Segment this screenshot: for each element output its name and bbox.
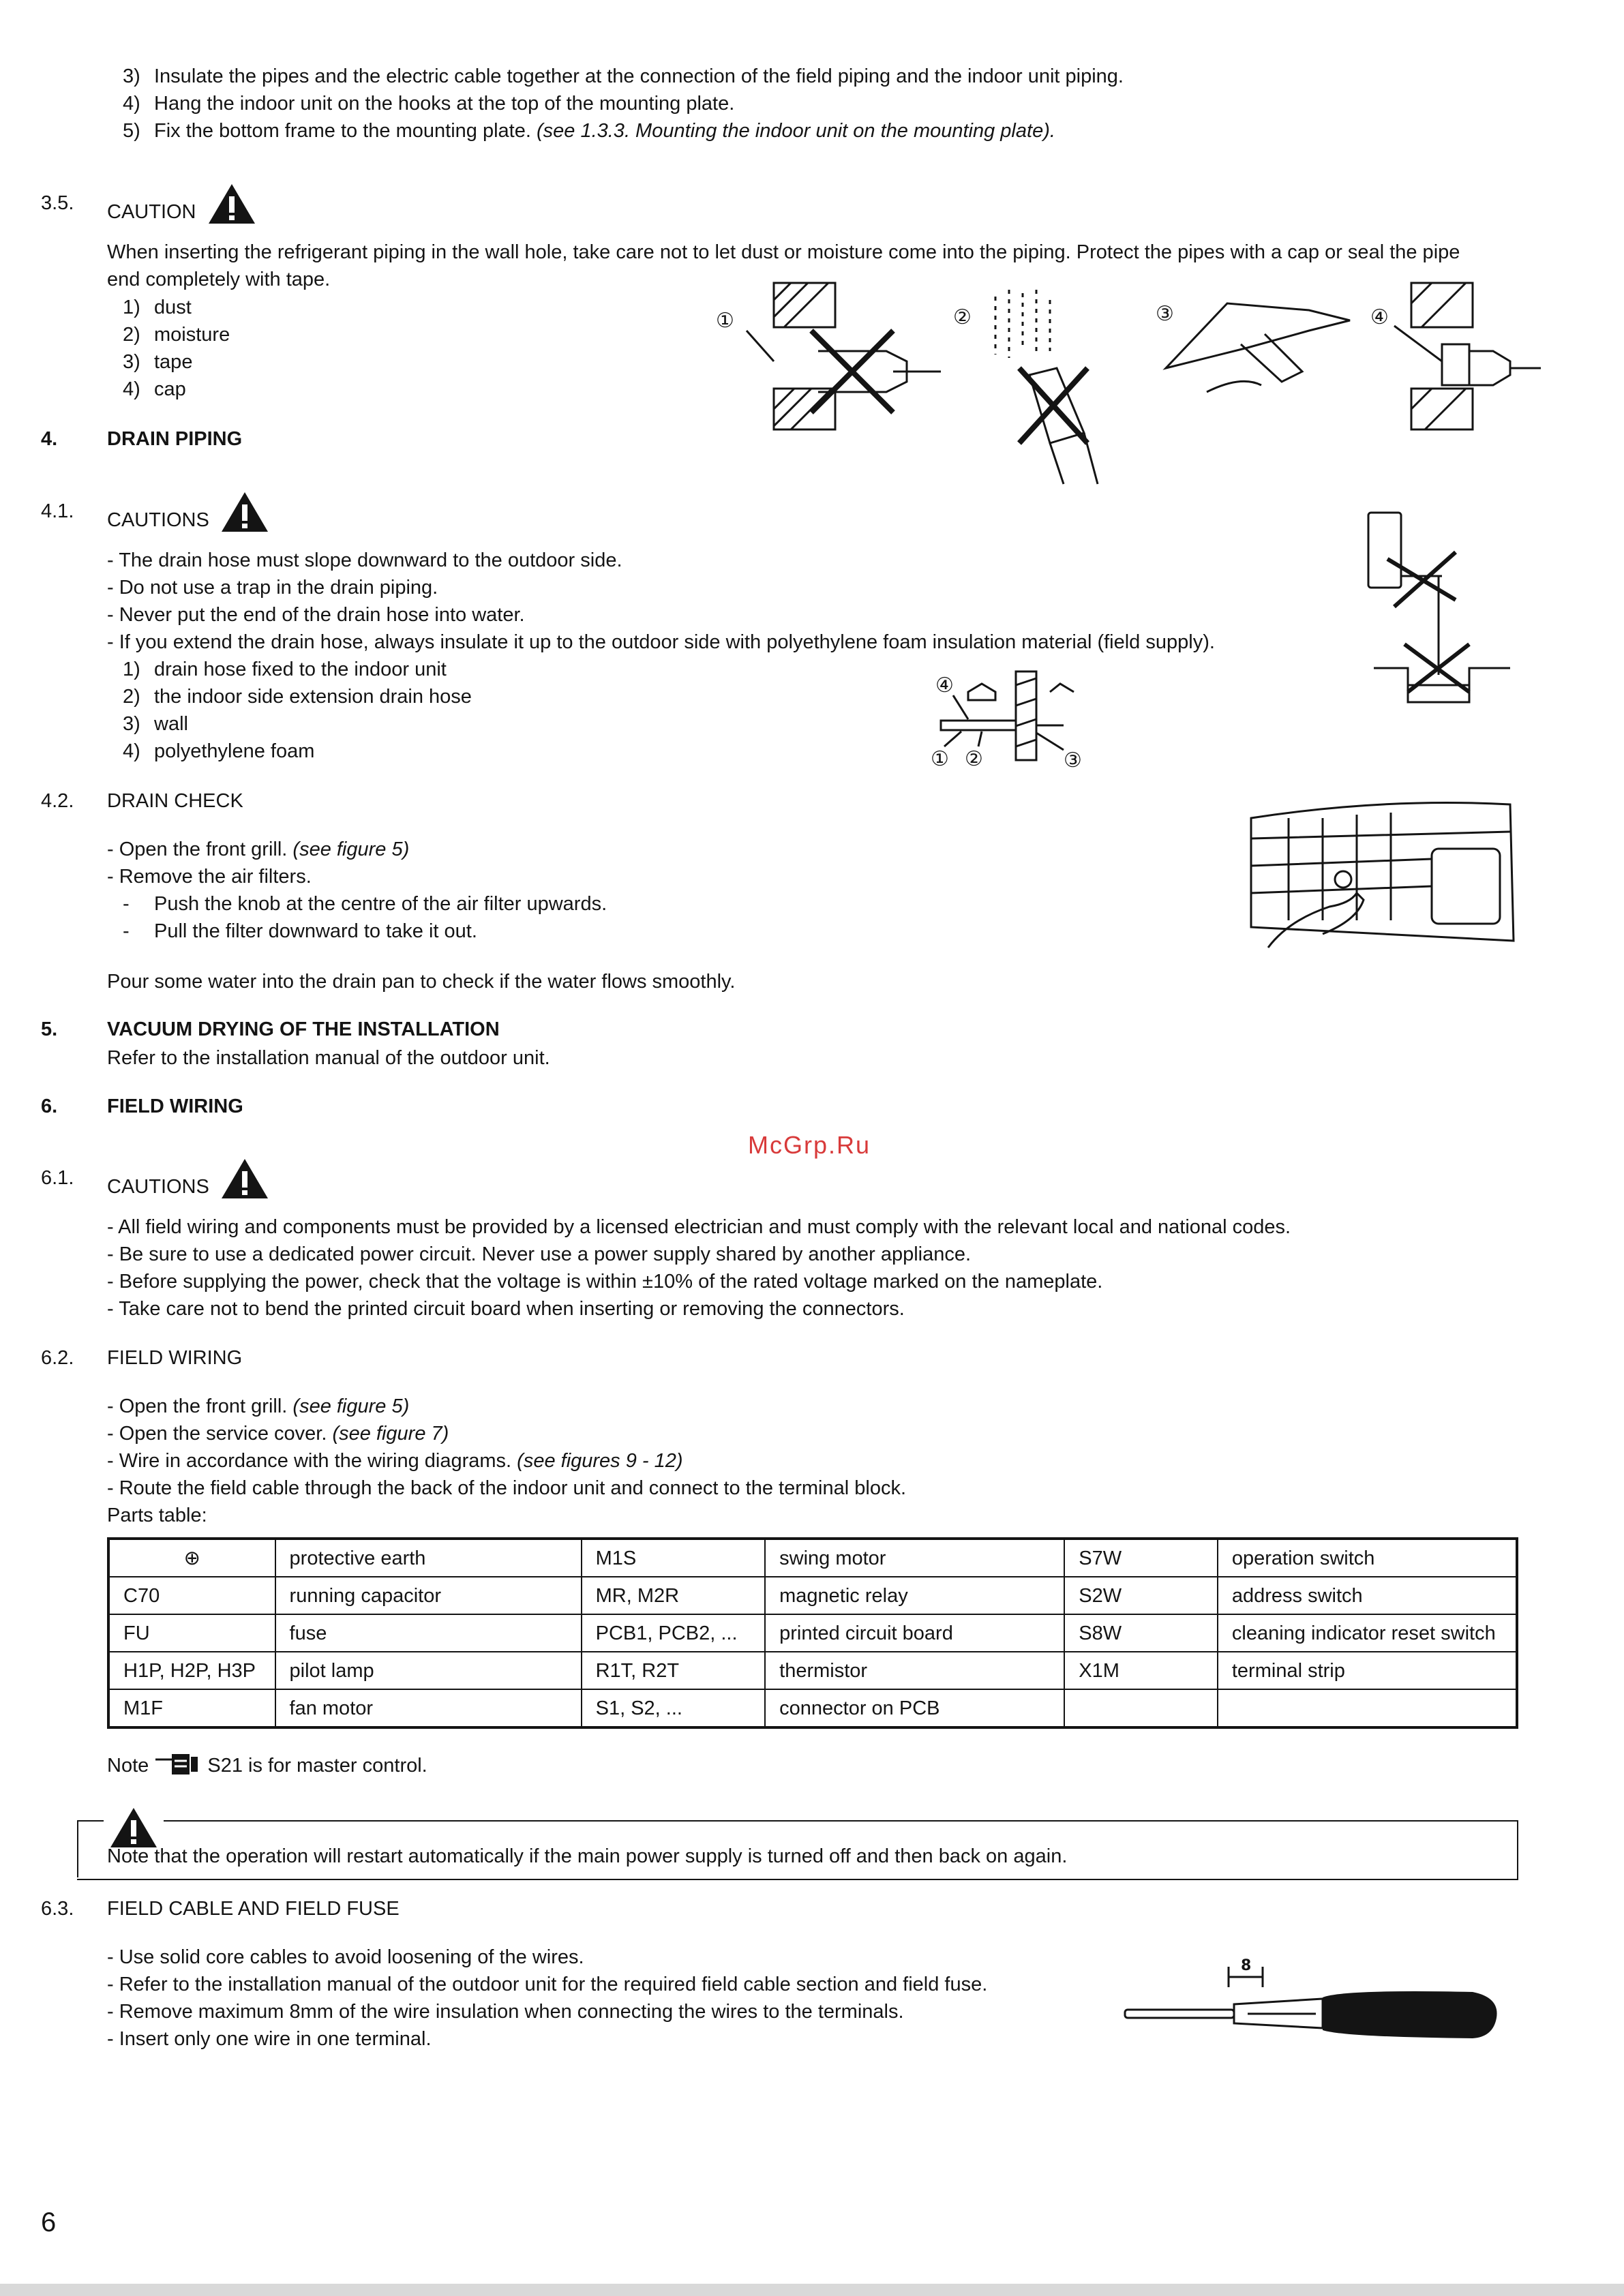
dimension-label: 8 xyxy=(1241,1957,1252,1974)
figure-label: ② xyxy=(965,747,983,771)
item-text: Pull the filter downward to take it out. xyxy=(154,920,477,942)
list-item: - Insert only one wire in one terminal. xyxy=(107,2028,432,2050)
item-text: - Open the front grill. xyxy=(107,839,293,860)
section-text: Refer to the installation manual of the outdoor unit. xyxy=(107,1047,550,1069)
item-text: polyethylene foam xyxy=(154,740,315,762)
drain-check-steps xyxy=(107,836,607,945)
page-number: 6 xyxy=(41,2207,57,2237)
item-text: - Wire in accordance with the wiring diagrams. xyxy=(107,1450,517,1472)
caution-items xyxy=(107,294,230,403)
table-row xyxy=(108,1614,1517,1652)
list-item: - Remove the air filters. xyxy=(107,866,312,888)
item-text: Fix the bottom frame to the mounting plate. xyxy=(154,120,537,142)
figure-label: ③ xyxy=(1156,302,1174,326)
section-title: VACUUM DRYING OF THE INSTALLATION xyxy=(107,1018,500,1040)
warning-note-box-edge xyxy=(77,1820,78,1877)
list-item xyxy=(107,1393,906,1420)
item-text: - Open the service cover. xyxy=(107,1423,333,1445)
figure-label: ② xyxy=(953,305,972,329)
air-filter-figure xyxy=(1248,791,1520,954)
table-cell: protective earth xyxy=(275,1539,582,1577)
item-number: 3) xyxy=(123,713,140,735)
table-cell: fan motor xyxy=(275,1689,582,1727)
list-item: - The drain hose must slope downward to the outdoor side. xyxy=(107,549,622,571)
table-cell: address switch xyxy=(1218,1577,1517,1614)
figure-label: ④ xyxy=(935,674,954,697)
section-title: CAUTION xyxy=(107,201,196,223)
item-reference: (see 1.3.3. Mounting the indoor unit on the mounting plate). xyxy=(536,120,1055,142)
table-cell xyxy=(1218,1689,1517,1727)
item-number: 1) xyxy=(123,297,140,318)
table-cell: thermistor xyxy=(765,1652,1064,1689)
table-cell: M1F xyxy=(108,1689,275,1727)
section-title: CAUTIONS xyxy=(107,509,209,531)
section-heading xyxy=(107,491,269,534)
caution-paragraph-line2: end completely with tape. xyxy=(107,269,331,290)
table-cell: printed circuit board xyxy=(765,1614,1064,1652)
table-cell: ⊕ xyxy=(108,1539,275,1577)
figure-label: ① xyxy=(716,309,734,333)
item-number: 5) xyxy=(123,120,140,142)
item-dash: - xyxy=(123,920,130,942)
item-text: drain hose fixed to the indoor unit xyxy=(154,659,447,680)
drain-hose-figure xyxy=(927,665,1104,774)
table-cell: M1S xyxy=(582,1539,766,1577)
table-cell: cleaning indicator reset switch xyxy=(1218,1614,1517,1652)
connector-icon xyxy=(154,1753,202,1776)
warning-icon xyxy=(220,491,269,533)
list-item xyxy=(107,294,230,321)
watermark: McGrp.Ru xyxy=(748,1131,871,1159)
table-cell xyxy=(1064,1689,1218,1727)
list-item xyxy=(107,63,1124,90)
section-heading xyxy=(107,1158,269,1200)
table-cell: S1, S2, ... xyxy=(582,1689,766,1727)
list-item xyxy=(107,836,607,863)
note-label: Note xyxy=(107,1755,149,1777)
list-item: - Refer to the installation manual of the outdoor unit for the required field cable section and field fuse. xyxy=(107,1974,988,1995)
scan-edge xyxy=(0,2284,1624,2296)
item-number: 1) xyxy=(123,659,140,680)
section-number: 3.5. xyxy=(41,192,74,214)
table-cell: S2W xyxy=(1064,1577,1218,1614)
table-cell: S8W xyxy=(1064,1614,1218,1652)
item-text: the indoor side extension drain hose xyxy=(154,686,472,708)
item-reference: (see figure 7) xyxy=(332,1423,449,1445)
section-number: 6.3. xyxy=(41,1898,74,1920)
section-number: 6.2. xyxy=(41,1347,74,1369)
item-number: 2) xyxy=(123,324,140,346)
figure-label: ④ xyxy=(1370,305,1389,329)
warning-icon xyxy=(220,1158,269,1200)
table-cell: connector on PCB xyxy=(765,1689,1064,1727)
table-cell: S7W xyxy=(1064,1539,1218,1577)
section-number: 4.1. xyxy=(41,500,74,522)
list-item xyxy=(107,890,607,918)
list-item: - If you extend the drain hose, always insulate it up to the outdoor side with polyethylene foam insulation material (field supply). xyxy=(107,631,1215,653)
list-item: - Use solid core cables to avoid loosening of the wires. xyxy=(107,1946,584,1968)
list-item xyxy=(107,90,1124,117)
item-dash: - xyxy=(123,893,130,915)
item-text: Hang the indoor unit on the hooks at the top of the mounting plate. xyxy=(154,93,735,115)
drain-check-paragraph: Pour some water into the drain pan to check if the water flows smoothly. xyxy=(107,971,736,993)
field-wiring-steps xyxy=(107,1393,906,1529)
section-heading xyxy=(107,183,256,226)
item-text: tape xyxy=(154,351,193,373)
table-cell: fuse xyxy=(275,1614,582,1652)
table-cell: PCB1, PCB2, ... xyxy=(582,1614,766,1652)
table-cell: magnetic relay xyxy=(765,1577,1064,1614)
item-number: 3) xyxy=(123,65,140,87)
figure-label: ③ xyxy=(1064,749,1082,772)
stripped-wire-figure xyxy=(1118,1957,1500,2038)
table-cell: X1M xyxy=(1064,1652,1218,1689)
section-number: 5. xyxy=(41,1018,58,1040)
wiring-caution-bullets xyxy=(107,1213,1291,1323)
section-number: 6.1. xyxy=(41,1167,74,1189)
caution-paragraph-line1: When inserting the refrigerant piping in the wall hole, take care not to let dust or moisture come into the piping. Protect the pipes with a cap or seal the pipe xyxy=(107,241,1460,263)
item-number: 2) xyxy=(123,686,140,708)
pipe-protection-figure xyxy=(709,273,1548,491)
note-text: S21 is for master control. xyxy=(207,1755,427,1777)
item-text: Push the knob at the centre of the air filter upwards. xyxy=(154,893,607,915)
drain-trap-figure xyxy=(1367,511,1517,716)
list-item xyxy=(107,117,1124,145)
connector-note xyxy=(107,1752,427,1779)
figure-label: ① xyxy=(931,747,949,771)
table-cell: FU xyxy=(108,1614,275,1652)
list-item xyxy=(107,1420,906,1447)
section-number: 6. xyxy=(41,1096,58,1117)
table-row xyxy=(108,1577,1517,1614)
list-item: - Remove maximum 8mm of the wire insulation when connecting the wires to the terminals. xyxy=(107,2001,904,2023)
section-title: DRAIN CHECK xyxy=(107,790,243,812)
item-text: Insulate the pipes and the electric cable together at the connection of the field piping and the indoor unit piping. xyxy=(154,65,1124,87)
parts-table xyxy=(107,1537,1518,1729)
list-item: - Be sure to use a dedicated power circuit. Never use a power supply shared by another appliance. xyxy=(107,1243,972,1265)
table-cell: swing motor xyxy=(765,1539,1064,1577)
list-item: - All field wiring and components must be provided by a licensed electrician and must comply with the relevant local and national codes. xyxy=(107,1216,1291,1238)
item-text: cap xyxy=(154,378,186,400)
section-title: CAUTIONS xyxy=(107,1176,209,1198)
section-title: FIELD CABLE AND FIELD FUSE xyxy=(107,1898,400,1920)
item-number: 4) xyxy=(123,378,140,400)
table-cell: H1P, H2P, H3P xyxy=(108,1652,275,1689)
table-cell: running capacitor xyxy=(275,1577,582,1614)
section-number: 4.2. xyxy=(41,790,74,812)
table-cell: MR, M2R xyxy=(582,1577,766,1614)
item-reference: (see figure 5) xyxy=(292,839,410,860)
list-item xyxy=(107,376,230,403)
item-text: moisture xyxy=(154,324,230,346)
warning-icon xyxy=(207,183,256,225)
section-number: 4. xyxy=(41,428,58,450)
table-cell: pilot lamp xyxy=(275,1652,582,1689)
table-cell: R1T, R2T xyxy=(582,1652,766,1689)
table-row xyxy=(108,1539,1517,1577)
intro-steps xyxy=(107,63,1124,145)
section-title: FIELD WIRING xyxy=(107,1096,243,1117)
item-text: wall xyxy=(154,713,188,735)
list-item xyxy=(107,321,230,348)
list-item: - Route the field cable through the back of the indoor unit and connect to the terminal block. xyxy=(107,1477,907,1499)
item-reference: (see figures 9 - 12) xyxy=(517,1450,683,1472)
list-item: - Before supplying the power, check that the voltage is within ±10% of the rated voltage marked on the nameplate. xyxy=(107,1271,1103,1293)
field-cable-bullets xyxy=(107,1944,987,2053)
table-row xyxy=(108,1689,1517,1727)
table-cell: operation switch xyxy=(1218,1539,1517,1577)
list-item: - Do not use a trap in the drain piping. xyxy=(107,577,438,599)
section-title: FIELD WIRING xyxy=(107,1347,243,1369)
table-cell: terminal strip xyxy=(1218,1652,1517,1689)
section-title: DRAIN PIPING xyxy=(107,428,243,450)
item-number: 4) xyxy=(123,93,140,115)
list-item xyxy=(107,918,607,945)
item-text: - Open the front grill. xyxy=(107,1395,293,1417)
list-item xyxy=(107,1447,906,1475)
warning-note-text: Note that the operation will restart automatically if the main power supply is turned off and then back on again. xyxy=(107,1845,1068,1867)
table-row xyxy=(108,1652,1517,1689)
list-item xyxy=(107,348,230,376)
list-item: - Take care not to bend the printed circuit board when inserting or removing the connectors. xyxy=(107,1298,905,1320)
item-number: 3) xyxy=(123,351,140,373)
table-cell: C70 xyxy=(108,1577,275,1614)
parts-table-label: Parts table: xyxy=(107,1505,207,1526)
item-reference: (see figure 5) xyxy=(292,1395,410,1417)
list-item: - Never put the end of the drain hose into water. xyxy=(107,604,525,626)
item-number: 4) xyxy=(123,740,140,762)
item-text: dust xyxy=(154,297,192,318)
